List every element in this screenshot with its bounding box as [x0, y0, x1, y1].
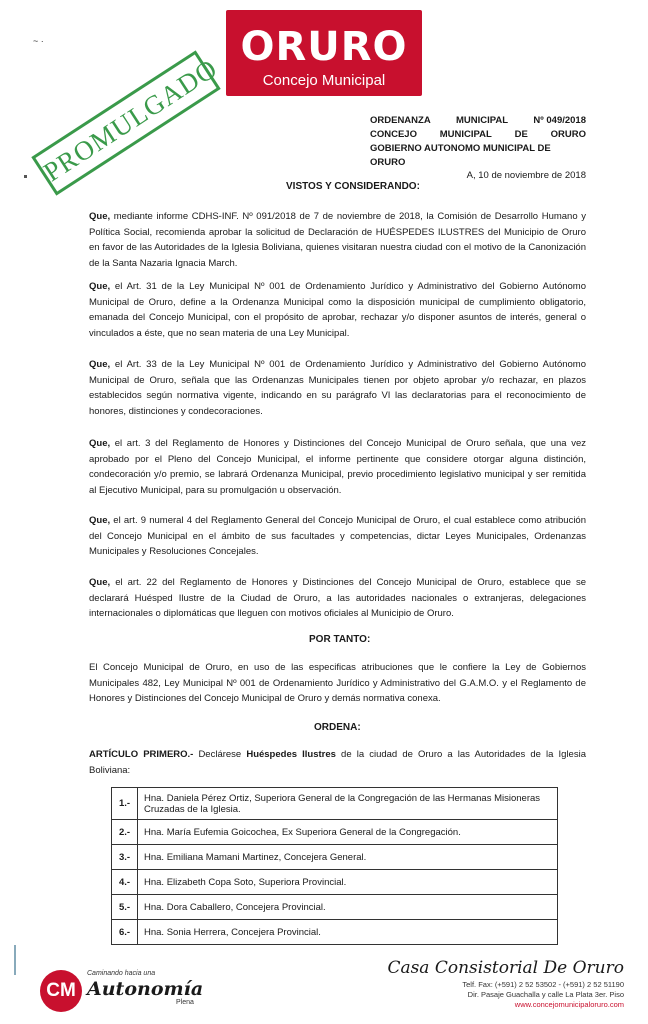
- row-text: Hna. Daniela Pérez Ortiz, Superiora General de la Congregación de las Hermanas Misioneras Cruzadas de la Iglesia.: [138, 788, 558, 820]
- table-row: [112, 895, 558, 920]
- stamp-text: PROMULGADO: [38, 52, 223, 188]
- margin-mark: [14, 945, 16, 975]
- row-number: 4.-: [112, 870, 138, 895]
- cm-slogan-bottom: Plena: [176, 999, 194, 1006]
- paragraph-lead: Que,: [89, 577, 111, 588]
- footer-phone: Telf. Fax: (+591) 2 52 53502 - (+591) 2 52 51190: [462, 980, 624, 989]
- ordinance-word: DE: [514, 129, 528, 140]
- ordinance-line-3: [370, 142, 586, 170]
- articulo-primero: [89, 747, 586, 778]
- paragraph-3: [89, 357, 586, 419]
- cm-logo: CM: [40, 970, 82, 1012]
- row-number: 2.-: [112, 820, 138, 845]
- row-number: 3.-: [112, 845, 138, 870]
- logo-word: ORURO: [240, 24, 408, 70]
- ordinance-word: MUNICIPAL: [456, 115, 509, 126]
- paragraph-6: [89, 575, 586, 622]
- articulo-tail: de la ciudad de Oruro a las Autoridades de la Iglesia Boliviana:: [89, 749, 586, 776]
- por-tanto-heading: POR TANTO:: [309, 634, 371, 645]
- promulgado-stamp: [31, 50, 223, 195]
- ordinance-word: ORDENANZA: [370, 115, 431, 126]
- paragraph-lead: Que,: [89, 438, 111, 449]
- articulo-mid: Declárese: [193, 749, 247, 760]
- articulo-bold: Huéspedes Ilustres: [246, 749, 336, 760]
- paragraph-lead: Que,: [89, 281, 111, 292]
- ordinance-header: [370, 114, 586, 170]
- ordinance-number: Nº 049/2018: [533, 115, 586, 126]
- oruro-logo: [226, 10, 422, 96]
- paragraph-text: mediante informe CDHS-INF. Nº 091/2018 de 7 de noviembre de 2018, la Comisión de Desarrollo Humano y Política Social, recomienda aprobar la solicitud de Declaración de HUÉSPEDES ILUSTRES del Municipio de Oruro en favor de las Autoridades de la Iglesia Boliviana, quienes visitaran nuestra ciudad con el motivo de la Canonización de la Santa Nazaria Ignacia March.: [89, 211, 586, 269]
- paragraph-lead: Que,: [89, 359, 111, 370]
- margin-dash: [24, 175, 27, 178]
- ordinance-word: ORURO: [550, 129, 586, 140]
- huespedes-table: [111, 787, 558, 945]
- table-row: [112, 845, 558, 870]
- articulo-lead: ARTÍCULO PRIMERO.-: [89, 749, 194, 760]
- paragraph-5: [89, 513, 586, 560]
- footer-website[interactable]: www.concejomunicipaloruro.com: [514, 1000, 624, 1009]
- paragraph-text: el art. 9 numeral 4 del Reglamento General del Concejo Municipal de Oruro, el cual establece como atribución del Concejo Municipal en el ámbito de sus facultades y competencias, dictar Leyes Municipales, Ordenanzas Municipales y Resoluciones Concejales.: [89, 515, 586, 557]
- table-row: [112, 788, 558, 820]
- cm-slogan-main: Autonomía: [87, 978, 204, 1000]
- vistos-heading: VISTOS Y CONSIDERANDO:: [286, 181, 420, 192]
- por-tanto-paragraph: El Concejo Municipal de Oruro, en uso de las especificas atribuciones que le confiere la Ley de Gobiernos Municipales 482, Ley Municipal Nº 001 de Ordenamiento Jurídico y Administrativo del G.A.M.O. y el Reglamento de Honores y Distinciones del Concejo Municipal de Oruro y demás normativa conexa.: [89, 662, 586, 704]
- margin-marks: ~ ·: [33, 36, 44, 46]
- casa-consistorial: Casa Consistorial De Oruro: [387, 958, 624, 978]
- ordinance-word: GOBIERNO AUTONOMO MUNICIPAL DE ORURO: [370, 143, 551, 168]
- row-text: Hna. María Eufemia Goicochea, Ex Superiora General de la Congregación.: [138, 820, 558, 845]
- paragraph-2: [89, 279, 586, 341]
- ordinance-word: MUNICIPAL: [439, 129, 492, 140]
- ordinance-line-1: [370, 114, 586, 128]
- document-date: A, 10 de noviembre de 2018: [466, 170, 586, 181]
- paragraph-text: el Art. 31 de la Ley Municipal Nº 001 de Ordenamiento Jurídico y Administrativo del Gobierno Autónomo Municipal de Oruro, define a la Ordenanza Municipal como la disposición municipal de cumplimiento obligatorio, emanada del Concejo Municipal, con el propósito de aprobar, rechazar y/o disponer asuntos de interés, general o vinculados a éste, que no sean materia de una Ley Municipal.: [89, 281, 586, 339]
- paragraph-4: [89, 436, 586, 498]
- row-number: 5.-: [112, 895, 138, 920]
- ordinance-line-2: [370, 128, 586, 142]
- paragraph-text: el art. 22 del Reglamento de Honores y Distinciones del Concejo Municipal de Oruro, establece que se declarará Huésped Ilustre de la Ciudad de Oruro, a las autoridades nacionales o extranjeras, delegaciones internacionales o diplomáticas que lleguen con motivos oficiales al Municipio de Oruro.: [89, 577, 586, 619]
- row-text: Hna. Elizabeth Copa Soto, Superiora Provincial.: [138, 870, 558, 895]
- row-number: 1.-: [112, 788, 138, 820]
- ordinance-word: CONCEJO: [370, 129, 417, 140]
- paragraph-text: el art. 3 del Reglamento de Honores y Distinciones del Concejo Municipal de Oruro señala, que una vez aprobado por el Pleno del Concejo Municipal, el informe pertinente que considere otorgar alguna distinción, condecoración y/o premio, se labrará Ordenanza Municipal, previo procedimiento legislativo municipal y ser remitida al Ejecutivo Municipal, para su promulgación u observación.: [89, 438, 586, 496]
- row-number: 6.-: [112, 920, 138, 945]
- paragraph-lead: Que,: [89, 515, 111, 526]
- cm-slogan-top: Caminando hacia una: [87, 970, 156, 977]
- logo-subtitle: Concejo Municipal: [262, 72, 386, 89]
- row-text: Hna. Emiliana Mamani Martinez, Concejera General.: [138, 845, 558, 870]
- paragraph-1: [89, 209, 586, 271]
- row-text: Hna. Dora Caballero, Concejera Provincial.: [138, 895, 558, 920]
- row-text: Hna. Sonia Herrera, Concejera Provincial.: [138, 920, 558, 945]
- table-row: [112, 820, 558, 845]
- footer-address: Dir. Pasaje Guachalla y calle La Plata 3er. Piso: [467, 990, 624, 999]
- table-row: [112, 920, 558, 945]
- table-row: [112, 870, 558, 895]
- paragraph-text: el Art. 33 de la Ley Municipal Nº 001 de Ordenamiento Jurídico y Administrativo del Gobierno Autónomo Municipal de Oruro, señala que las Ordenanzas Municipales tienen por objeto aprobar y/o rechazar, en plazos establecidos según normativa vigente, indicando en su parágrafo VI las declaratorias para el reconocimiento de honores, distinciones y condecoraciones.: [89, 359, 586, 417]
- ordena-heading: ORDENA:: [314, 722, 361, 733]
- paragraph-lead: Que,: [89, 211, 111, 222]
